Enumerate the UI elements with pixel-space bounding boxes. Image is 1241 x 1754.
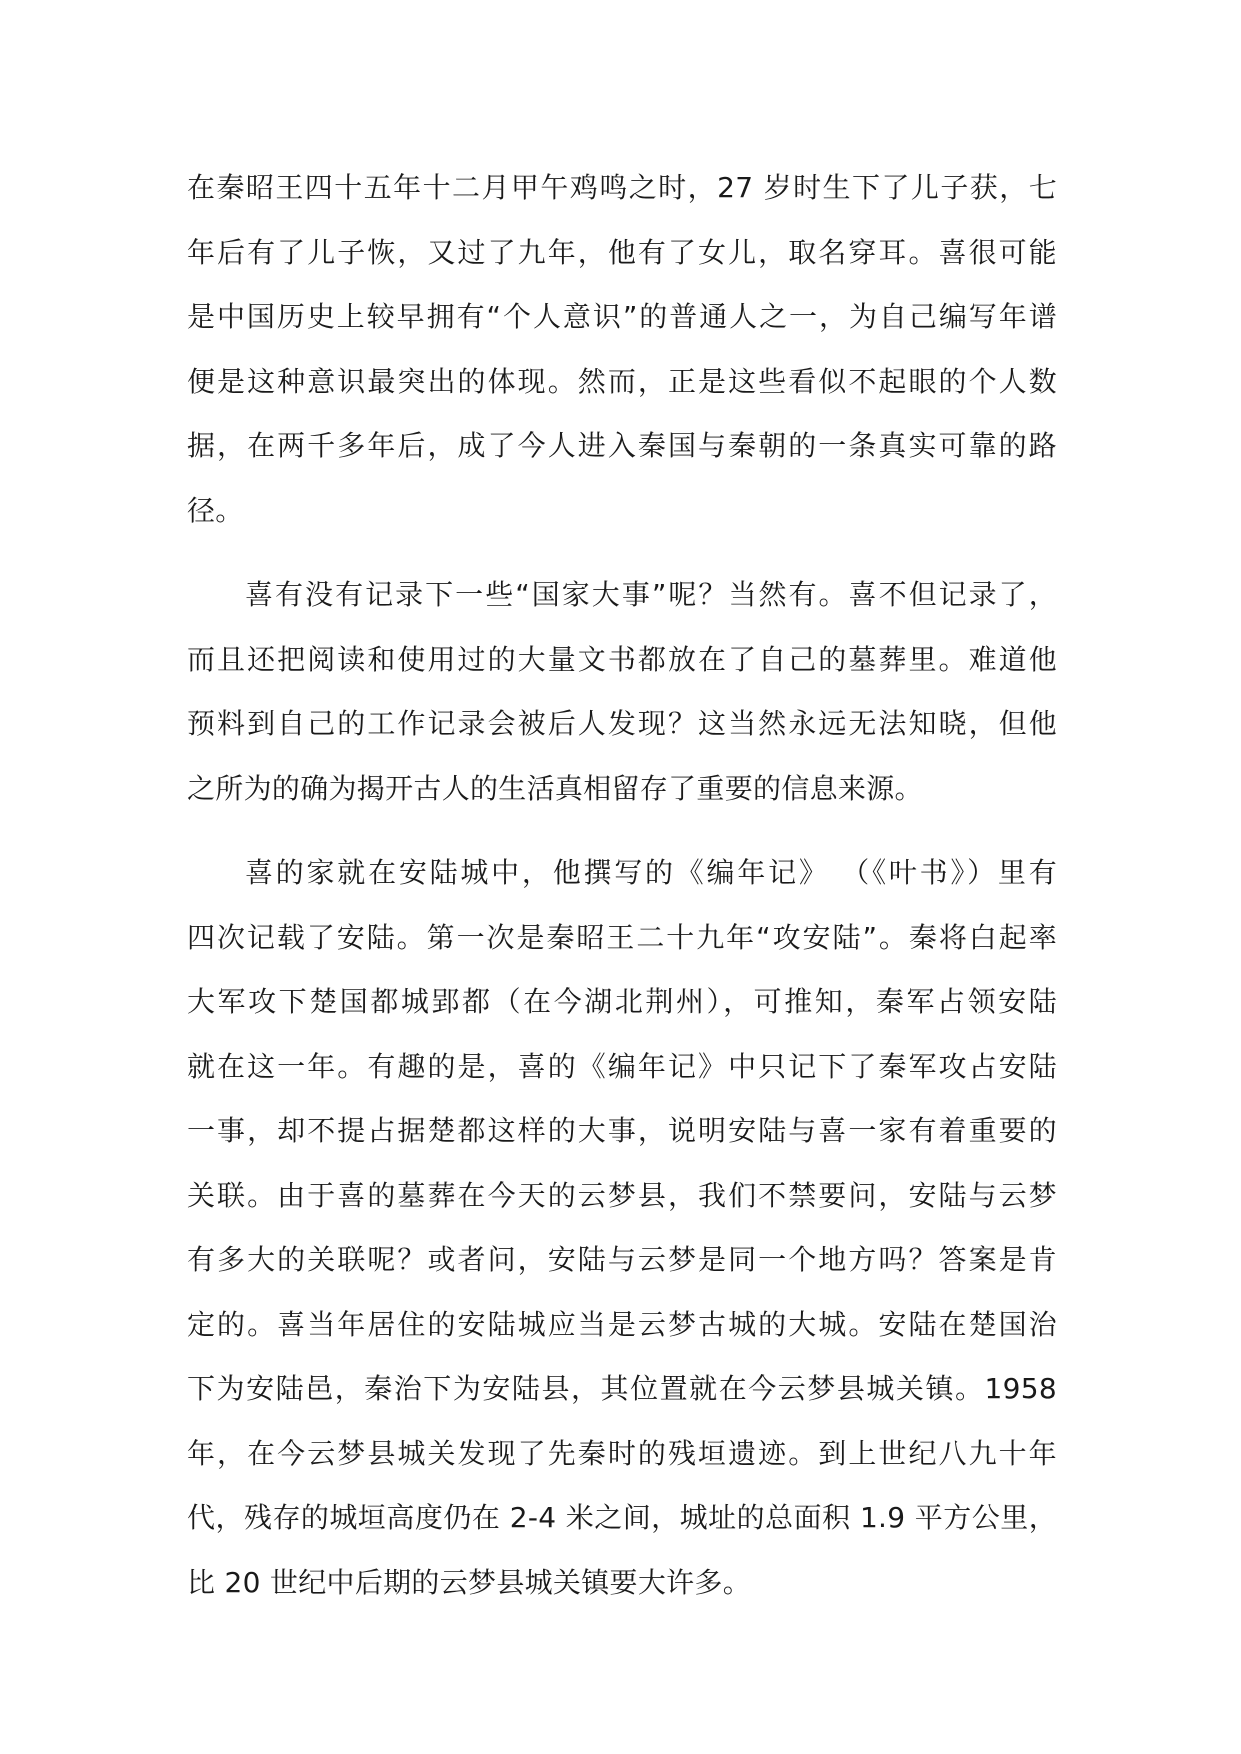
text-line: 便是这种意识最突出的体现。然而，正是这些看似不起眼的个人数 bbox=[187, 364, 1057, 398]
text-line: 是中国历史上较早拥有“个人意识”的普通人之一，为自己编写年谱 bbox=[187, 300, 1057, 333]
text-line: 据，在两千多年后，成了今人进入秦国与秦朝的一条真实可靠的路 bbox=[187, 429, 1057, 462]
text-line: 而且还把阅读和使用过的大量文书都放在了自己的墓葬里。难道他 bbox=[187, 642, 1057, 676]
text-line: 四次记载了安陆。第一次是秦昭王二十九年“攻安陆”。秦将白起率 bbox=[187, 920, 1057, 954]
text-line: 喜的家就在安陆城中，他撰写的《编年记》 （《叶书》）里有 bbox=[245, 856, 1057, 889]
text-line: 有多大的关联呢？或者问，安陆与云梦是同一个地方吗？答案是肯 bbox=[187, 1243, 1057, 1276]
paragraph-spacer bbox=[187, 543, 1057, 563]
text-line: 定的。喜当年居住的安陆城应当是云梦古城的大城。安陆在楚国治 bbox=[187, 1307, 1057, 1341]
text-line: 比 20 世纪中后期的云梦县城关镇要大许多。 bbox=[187, 1565, 752, 1599]
text-line: 喜有没有记录下一些“国家大事”呢？当然有。喜不但记录了， bbox=[245, 578, 1057, 611]
text-line: 代，残存的城垣高度仍在 2-4 米之间，城址的总面积 1.9 平方公里， bbox=[187, 1501, 1057, 1534]
text-line: 一事，却不提占据楚都这样的大事，说明安陆与喜一家有着重要的 bbox=[187, 1114, 1057, 1147]
text-line: 径。 bbox=[187, 493, 244, 527]
text-line: 预料到自己的工作记录会被后人发现？这当然永远无法知晓，但他 bbox=[187, 707, 1057, 740]
paragraph-spacer bbox=[187, 821, 1057, 841]
paragraph-1 bbox=[187, 156, 1057, 543]
text-line: 年，在今云梦县城关发现了先秦时的残垣遗迹。到上世纪八九十年 bbox=[187, 1436, 1057, 1470]
text-line: 关联。由于喜的墓葬在今天的云梦县，我们不禁要问，安陆与云梦 bbox=[187, 1178, 1057, 1212]
paragraph-2 bbox=[187, 563, 1057, 821]
text-line: 大军攻下楚国都城郢都（在今湖北荆州），可推知，秦军占领安陆 bbox=[187, 985, 1057, 1018]
document-body bbox=[187, 156, 1057, 1615]
text-line: 年后有了儿子恢，又过了九年，他有了女儿，取名穿耳。喜很可能 bbox=[187, 235, 1057, 269]
text-line: 之所为的确为揭开古人的生活真相留存了重要的信息来源。 bbox=[187, 771, 923, 805]
text-line: 在秦昭王四十五年十二月甲午鸡鸣之时，27 岁时生下了儿子获，七 bbox=[187, 171, 1057, 204]
paragraph-3 bbox=[187, 841, 1057, 1615]
text-line: 就在这一年。有趣的是，喜的《编年记》中只记下了秦军攻占安陆 bbox=[187, 1049, 1057, 1083]
text-line: 下为安陆邑，秦治下为安陆县，其位置就在今云梦县城关镇。1958 bbox=[187, 1372, 1057, 1405]
